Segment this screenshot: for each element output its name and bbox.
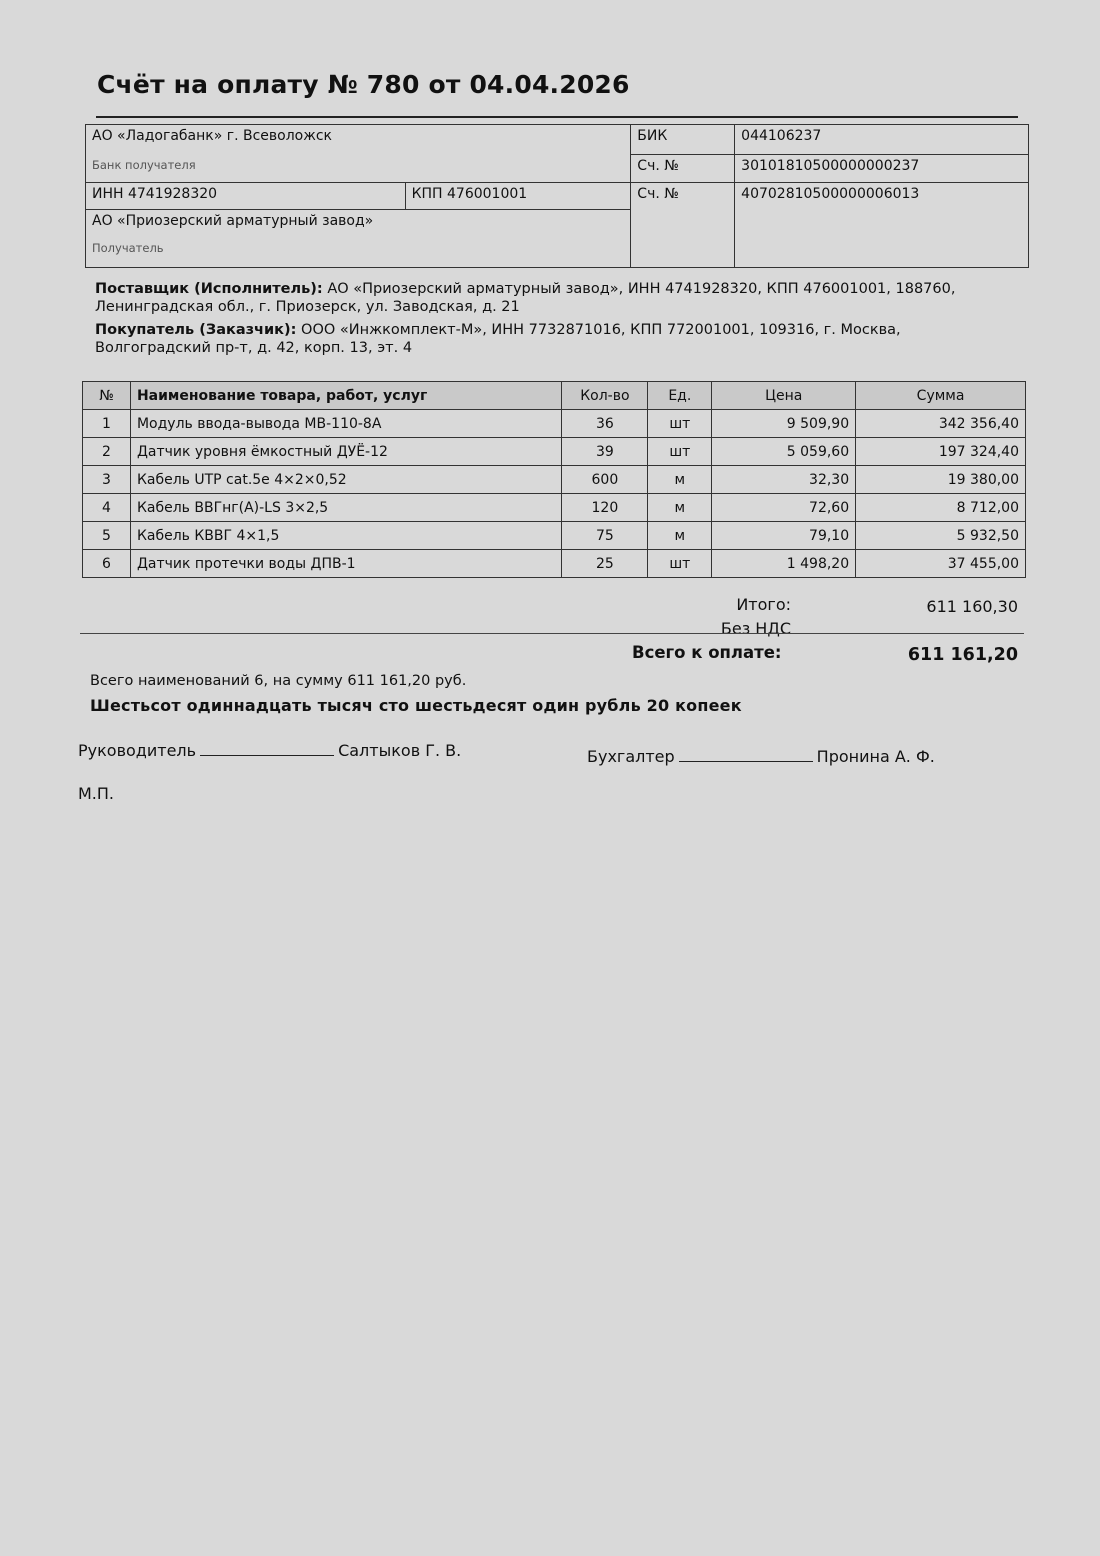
director-signature-line — [200, 741, 334, 756]
col-header-sum: Сумма — [856, 382, 1026, 410]
col-header-price: Цена — [712, 382, 856, 410]
row-name: Кабель КВВГ 4×1,5 — [130, 522, 561, 550]
director-label: Руководитель — [78, 741, 197, 760]
col-header-number: № — [83, 382, 131, 410]
corr-account-label: Сч. № — [631, 155, 735, 183]
row-name: Кабель UTP cat.5e 4×2×0,52 — [130, 466, 561, 494]
bik-label: БИК — [631, 125, 735, 155]
row-unit: шт — [648, 550, 712, 578]
row-number: 3 — [83, 466, 131, 494]
account-label: Сч. № — [631, 183, 735, 268]
row-price: 79,10 — [712, 522, 856, 550]
row-unit: шт — [648, 410, 712, 438]
row-unit: шт — [648, 438, 712, 466]
row-qty: 600 — [562, 466, 648, 494]
supplier-text: АО «Приозерский арматурный завод», ИНН 4741928320, КПП 476001001, 188760, Ленинградская обл., г. Приозерск, ул. Заводская, д. 21 — [95, 281, 956, 315]
row-price: 5 059,60 — [712, 438, 856, 466]
buyer-text: ООО «Инжкомплект-М», ИНН 7732871016, КПП 772001001, 109316, г. Москва, Волгоградский пр-т, д. 42, корп. 13, эт. 4 — [95, 322, 901, 356]
buyer-label: Покупатель (Заказчик): — [95, 322, 297, 338]
accountant-name: Пронина А. Ф. — [816, 747, 935, 766]
director-signature — [78, 741, 461, 760]
vat-label: Без НДС — [720, 619, 791, 638]
amount-in-words: Шестьсот одиннадцать тысяч сто шестьдесят один рубль 20 копеек — [90, 696, 742, 715]
table-row — [83, 466, 1026, 494]
table-row — [83, 550, 1026, 578]
items-table — [82, 381, 1026, 578]
row-sum: 8 712,00 — [856, 494, 1026, 522]
row-price: 1 498,20 — [712, 550, 856, 578]
row-sum: 19 380,00 — [856, 466, 1026, 494]
table-row — [83, 494, 1026, 522]
grand-total-value: 611 161,20 — [907, 645, 1018, 665]
bank-name: АО «Ладогабанк» г. Всеволожск — [86, 125, 631, 155]
corr-account-value: 30101810500000000237 — [735, 155, 1029, 183]
supplier-label: Поставщик (Исполнитель): — [95, 281, 323, 297]
bank-details-table — [85, 124, 1029, 268]
row-qty: 39 — [562, 438, 648, 466]
row-unit: м — [648, 466, 712, 494]
row-sum: 342 356,40 — [856, 410, 1026, 438]
director-name: Салтыков Г. В. — [338, 741, 462, 760]
itogo-value: 611 160,30 — [926, 597, 1018, 616]
items-summary: Всего наименований 6, на сумму 611 161,20 руб. — [90, 673, 467, 689]
parties-block — [95, 280, 1015, 362]
col-header-unit: Ед. — [648, 382, 712, 410]
accountant-label: Бухгалтер — [587, 747, 675, 766]
bik-value: 044106237 — [735, 125, 1029, 155]
invoice-title: Счёт на оплату № 780 от 04.04.2026 — [97, 70, 630, 99]
bank-caption: Банк получателя — [86, 155, 631, 183]
col-header-qty: Кол-во — [562, 382, 648, 410]
row-price: 72,60 — [712, 494, 856, 522]
row-number: 1 — [83, 410, 131, 438]
row-sum: 5 932,50 — [856, 522, 1026, 550]
totals-divider — [80, 633, 1024, 634]
account-value: 40702810500000006013 — [735, 183, 1029, 268]
row-qty: 36 — [562, 410, 648, 438]
row-unit: м — [648, 494, 712, 522]
row-qty: 25 — [562, 550, 648, 578]
accountant-signature-line — [679, 747, 813, 762]
buyer-line — [95, 321, 1015, 357]
stamp-placeholder: М.П. — [78, 784, 115, 803]
kpp-value: КПП 476001001 — [405, 183, 631, 210]
supplier-line — [95, 280, 1015, 316]
row-price: 32,30 — [712, 466, 856, 494]
row-name: Модуль ввода-вывода МВ-110-8А — [130, 410, 561, 438]
row-sum: 197 324,40 — [856, 438, 1026, 466]
row-name: Кабель ВВГнг(А)-LS 3×2,5 — [130, 494, 561, 522]
row-qty: 120 — [562, 494, 648, 522]
grand-total-label: Всего к оплате: — [632, 643, 782, 662]
row-name: Датчик протечки воды ДПВ-1 — [130, 550, 561, 578]
row-sum: 37 455,00 — [856, 550, 1026, 578]
itogo-label: Итого: — [736, 595, 791, 614]
row-unit: м — [648, 522, 712, 550]
row-number: 6 — [83, 550, 131, 578]
inn-value: ИНН 4741928320 — [86, 183, 406, 210]
row-qty: 75 — [562, 522, 648, 550]
col-header-name: Наименование товара, работ, услуг — [130, 382, 561, 410]
recipient-name: АО «Приозерский арматурный завод» — [86, 210, 631, 238]
recipient-caption: Получатель — [86, 238, 631, 268]
row-number: 5 — [83, 522, 131, 550]
table-row — [83, 522, 1026, 550]
row-number: 4 — [83, 494, 131, 522]
table-row — [83, 438, 1026, 466]
row-price: 9 509,90 — [712, 410, 856, 438]
row-name: Датчик уровня ёмкостный ДУЁ-12 — [130, 438, 561, 466]
row-number: 2 — [83, 438, 131, 466]
table-row — [83, 410, 1026, 438]
title-divider — [96, 116, 1018, 118]
accountant-signature — [587, 747, 935, 766]
